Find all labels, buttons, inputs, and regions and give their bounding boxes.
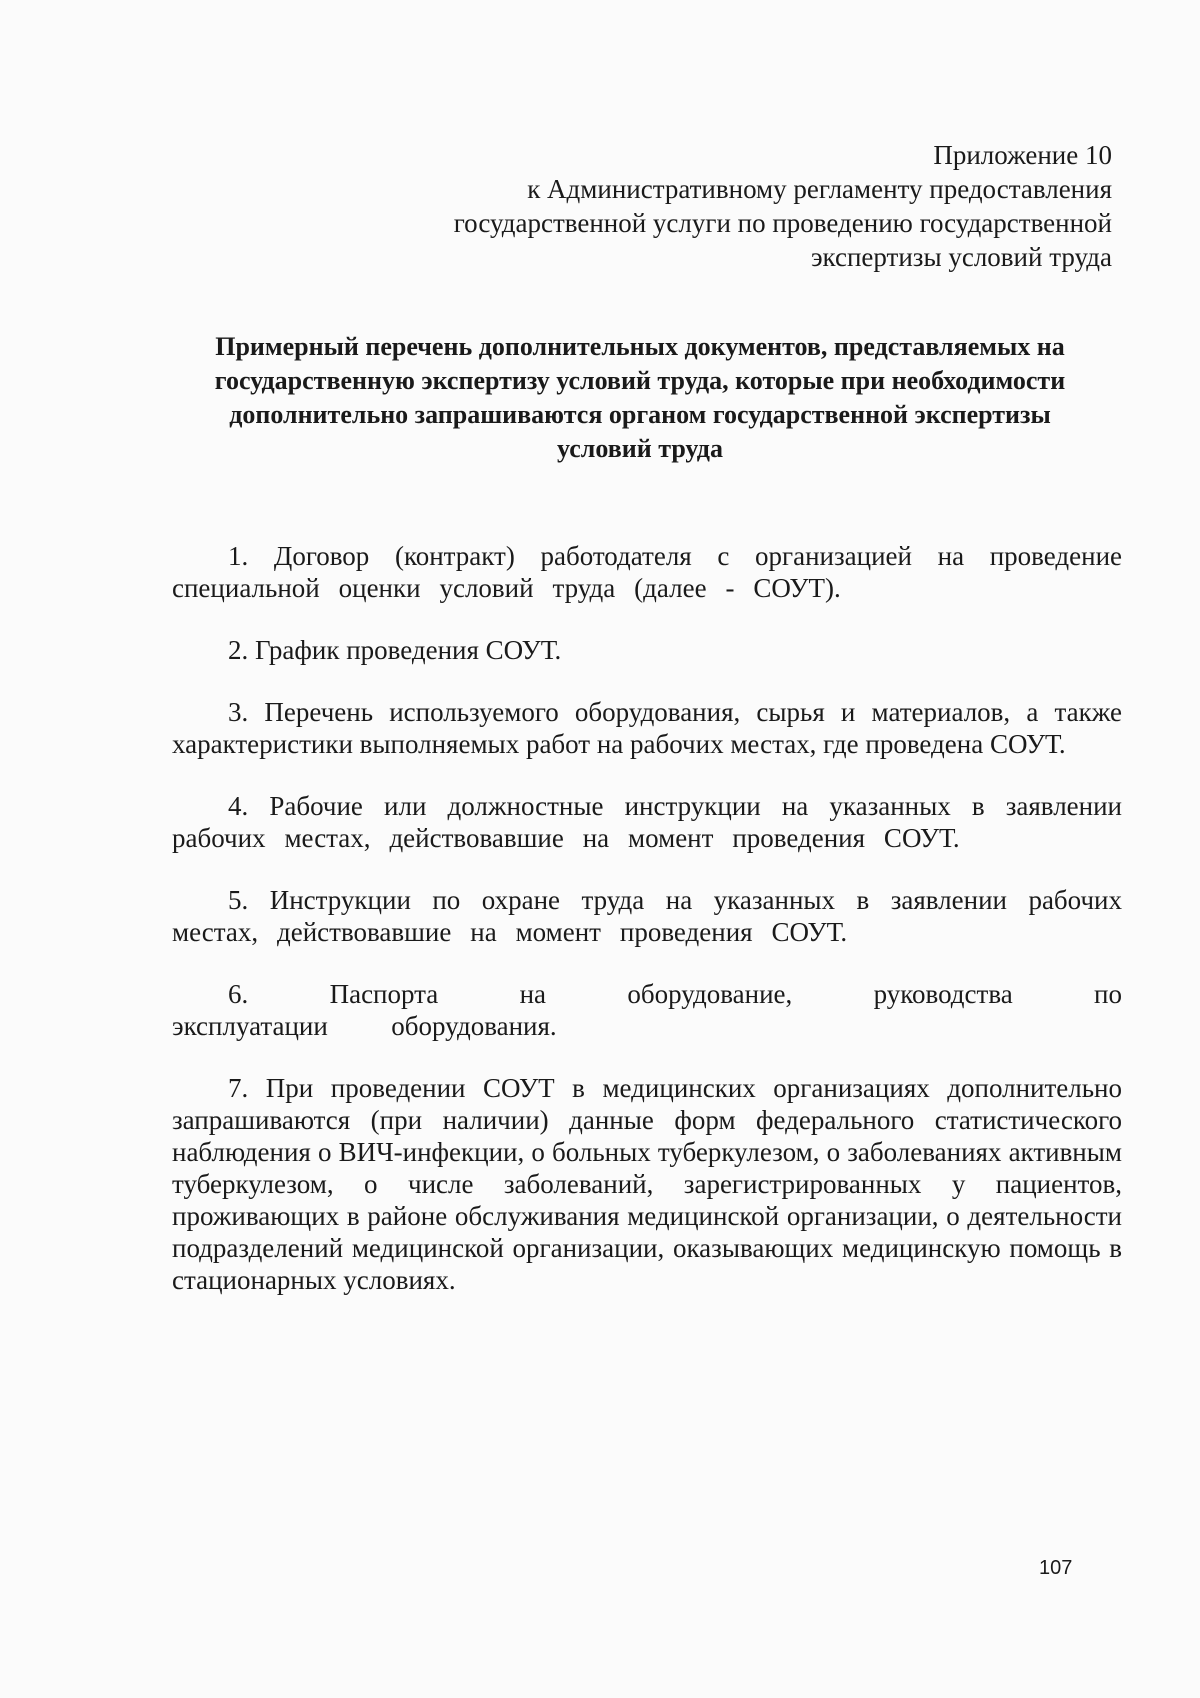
appendix-line: к Административному регламенту предоставления (527, 174, 1112, 204)
list-item-5: 5. Инструкции по охране труда на указанных в заявлении рабочих местах, действовавшие на момент проведения СОУТ. (172, 885, 1122, 947)
document-list (172, 540, 1122, 1326)
list-item-1: 1. Договор (контракт) работодателя с организацией на проведение специальной оценки условий труда (далее - СОУТ). (172, 541, 1122, 603)
appendix-line: Приложение 10 (933, 140, 1112, 170)
title-line: государственную экспертизу условий труда, которые при необходимости (214, 366, 1066, 395)
appendix-header (352, 138, 1112, 274)
list-item-4: 4. Рабочие или должностные инструкции на указанных в заявлении рабочих местах, действовавшие на момент проведения СОУТ. (172, 791, 1122, 853)
list-item-6: 6. Паспорта на оборудование, руководства по эксплуатации оборудования. (172, 979, 1122, 1041)
title-line: дополнительно запрашиваются органом государственной экспертизы (229, 400, 1051, 429)
appendix-line: экспертизы условий труда (810, 242, 1112, 272)
title-line: условий труда (557, 434, 723, 463)
list-item-7: 7. При проведении СОУТ в медицинских организациях дополнительно запрашиваются (при наличии) данные форм федерального статистического наблюдения о ВИЧ-инфекции, о больных туберкулезом, о заболеваниях активным туберкулезом, о числе заболеваний, зарегистрированных у пациентов, проживающих в районе обслуживания медицинской организации, о деятельности подразделений медицинской организации, оказывающих медицинскую помощь в стационарных условиях. (172, 1073, 1122, 1295)
list-item-3: 3. Перечень используемого оборудования, сырья и материалов, а также характеристики выполняемых работ на рабочих местах, где проведена СОУТ. (172, 697, 1122, 759)
document-title (160, 330, 1120, 466)
page-number: 107 (1039, 1557, 1073, 1579)
appendix-line: государственной услуги по проведению государственной (453, 208, 1112, 238)
list-item-2: 2. График проведения СОУТ. (228, 635, 562, 665)
title-line: Примерный перечень дополнительных документов, представляемых на (215, 332, 1065, 361)
